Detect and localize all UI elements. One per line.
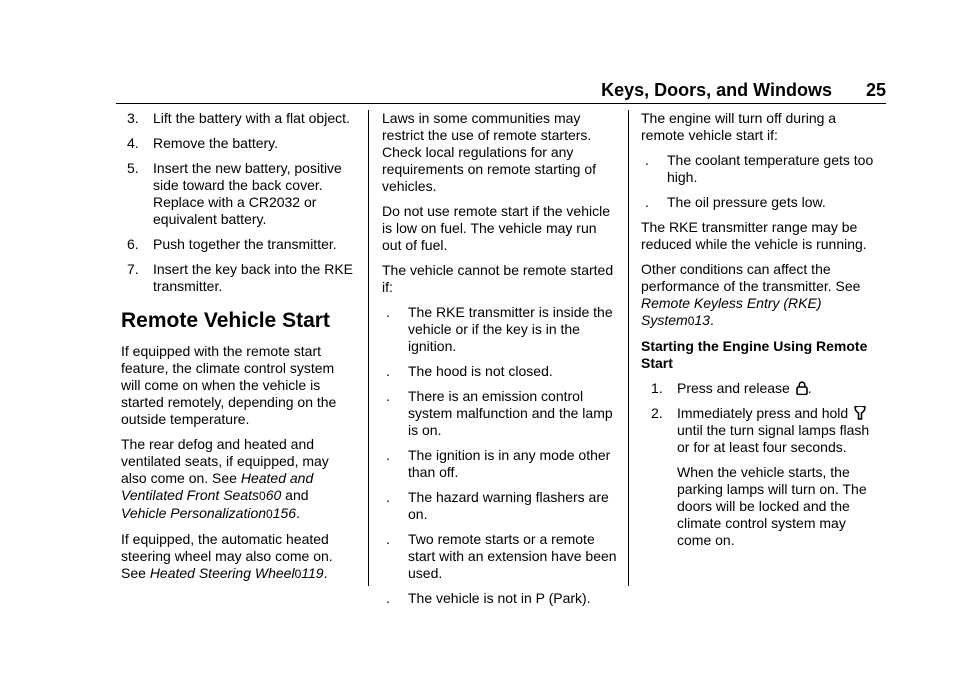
paragraph: The engine will turn off during a remote vehicle start if: bbox=[641, 110, 837, 143]
remote-start-icon bbox=[854, 406, 866, 420]
column-divider-1 bbox=[368, 110, 369, 586]
list-item-text: Two remote starts or a remote start with an extension have been used. bbox=[408, 531, 617, 581]
step-4 bbox=[121, 135, 355, 152]
paragraph: The vehicle cannot be remote started if: bbox=[382, 262, 614, 295]
page-ref: 60 bbox=[265, 487, 282, 503]
page-ref-icon: 0 bbox=[266, 507, 273, 521]
bullet-icon: . bbox=[386, 531, 390, 547]
list-item-text: The RKE transmitter is inside the vehicle or if the key is in the ignition. bbox=[408, 304, 613, 354]
paragraph bbox=[641, 261, 881, 330]
bullet-icon: . bbox=[645, 152, 649, 168]
page-ref: 119 bbox=[301, 565, 324, 581]
step-number: 4. bbox=[127, 135, 139, 151]
step-text: Push together the transmitter. bbox=[153, 236, 337, 252]
list-item bbox=[641, 194, 881, 211]
list-item bbox=[382, 363, 618, 380]
step-number: 3. bbox=[127, 110, 139, 126]
list-item bbox=[382, 590, 618, 607]
step-text bbox=[677, 380, 881, 397]
column-2 bbox=[382, 110, 618, 615]
step-number: 2. bbox=[651, 405, 663, 421]
header-rule bbox=[116, 103, 886, 104]
column-3 bbox=[641, 110, 881, 557]
list-item bbox=[382, 531, 618, 582]
step-2 bbox=[641, 405, 881, 549]
text: The rear defog and heated and ventilated seats, if equipped, may also come on. See bbox=[121, 436, 329, 486]
paragraph: Do not use remote start if the vehicle is low on fuel. The vehicle may run out of fuel. bbox=[382, 203, 610, 253]
step-note: When the vehicle starts, the parking lamps will turn on. The doors will be locked and the climate control system may come on. bbox=[677, 464, 867, 548]
text: . bbox=[709, 312, 714, 328]
step-text: Insert the key back into the RKE transmitter. bbox=[153, 261, 353, 294]
text: . bbox=[323, 565, 328, 581]
step-number: 1. bbox=[651, 380, 663, 396]
page-ref-icon: 0 bbox=[259, 489, 266, 503]
bullet-icon: . bbox=[386, 590, 390, 606]
cross-reference-link[interactable]: Vehicle Personalization bbox=[121, 505, 267, 521]
step-number: 5. bbox=[127, 160, 139, 176]
bullet-icon: . bbox=[645, 194, 649, 210]
list-item-text: The hood is not closed. bbox=[408, 363, 553, 379]
text: Press and release bbox=[677, 380, 794, 396]
step-5 bbox=[121, 160, 355, 228]
page-ref: 156 bbox=[272, 505, 297, 521]
step-text bbox=[677, 405, 881, 549]
text: until the turn signal lamps flash or for at least four seconds. bbox=[677, 422, 870, 455]
header-title: Keys, Doors, and Windows bbox=[601, 80, 832, 100]
paragraph: The RKE transmitter range may be reduced while the vehicle is running. bbox=[641, 219, 867, 252]
list-item bbox=[382, 388, 618, 439]
lock-icon bbox=[796, 381, 808, 395]
paragraph bbox=[121, 531, 355, 583]
cross-reference-link[interactable]: Heated and Ventilated Front Seats bbox=[121, 470, 314, 503]
page-number: 25 bbox=[865, 80, 886, 100]
bullet-icon: . bbox=[386, 447, 390, 463]
step-3 bbox=[121, 110, 355, 127]
list-item bbox=[382, 489, 618, 523]
list-item bbox=[382, 304, 618, 355]
text: Other conditions can affect the performance of the transmitter. See bbox=[641, 261, 861, 294]
page-ref-icon: 0 bbox=[294, 567, 302, 581]
column-1 bbox=[121, 110, 355, 591]
text: Immediately press and hold bbox=[677, 405, 853, 421]
step-1 bbox=[641, 380, 881, 397]
column-divider-2 bbox=[628, 110, 629, 586]
list-item-text: The oil pressure gets low. bbox=[667, 194, 826, 210]
page-ref: 13 bbox=[694, 312, 710, 328]
list-item bbox=[382, 447, 618, 481]
section-heading: Remote Vehicle Start bbox=[121, 309, 330, 332]
bullet-icon: . bbox=[386, 304, 390, 320]
list-item bbox=[641, 152, 881, 186]
bullet-icon: . bbox=[386, 489, 390, 505]
step-number: 6. bbox=[127, 236, 139, 252]
step-text: Remove the battery. bbox=[153, 135, 279, 151]
list-item-text: There is an emission control system malfunction and the lamp is on. bbox=[408, 388, 613, 438]
list-item-text: The ignition is in any mode other than off. bbox=[408, 447, 611, 480]
cross-reference-link[interactable]: Heated Steering Wheel bbox=[149, 565, 295, 581]
cross-reference-link[interactable]: Remote Keyless Entry (RKE) System bbox=[641, 295, 822, 328]
text: . bbox=[296, 505, 300, 521]
step-text: Insert the new battery, positive side toward the back cover. Replace with a CR2032 or equivalent battery. bbox=[153, 160, 342, 227]
paragraph: If equipped with the remote start feature, the climate control system will come on when the vehicle is started remotely, depending on the outside temperature. bbox=[121, 343, 337, 427]
paragraph bbox=[121, 436, 355, 523]
step-6 bbox=[121, 236, 355, 253]
step-number: 7. bbox=[127, 261, 139, 277]
list-item-text: The hazard warning flashers are on. bbox=[408, 489, 609, 522]
step-text: Lift the battery with a flat object. bbox=[153, 110, 350, 126]
running-header bbox=[601, 80, 886, 101]
subheading: Starting the Engine Using Remote Start bbox=[641, 338, 868, 371]
text: If equipped, the automatic heated steering wheel may also come on. See bbox=[121, 531, 333, 581]
paragraph: Laws in some communities may restrict the use of remote starters. Check local regulations for any requirements on remote starting of vehicles. bbox=[382, 110, 596, 194]
list-item-text: The vehicle is not in P (Park). bbox=[408, 590, 591, 606]
text: and bbox=[281, 487, 309, 503]
page-ref-icon: 0 bbox=[687, 314, 695, 328]
bullet-icon: . bbox=[386, 388, 390, 404]
bullet-icon: . bbox=[386, 363, 390, 379]
text: . bbox=[807, 380, 812, 396]
step-7 bbox=[121, 261, 355, 295]
list-item-text: The coolant temperature gets too high. bbox=[667, 152, 874, 185]
